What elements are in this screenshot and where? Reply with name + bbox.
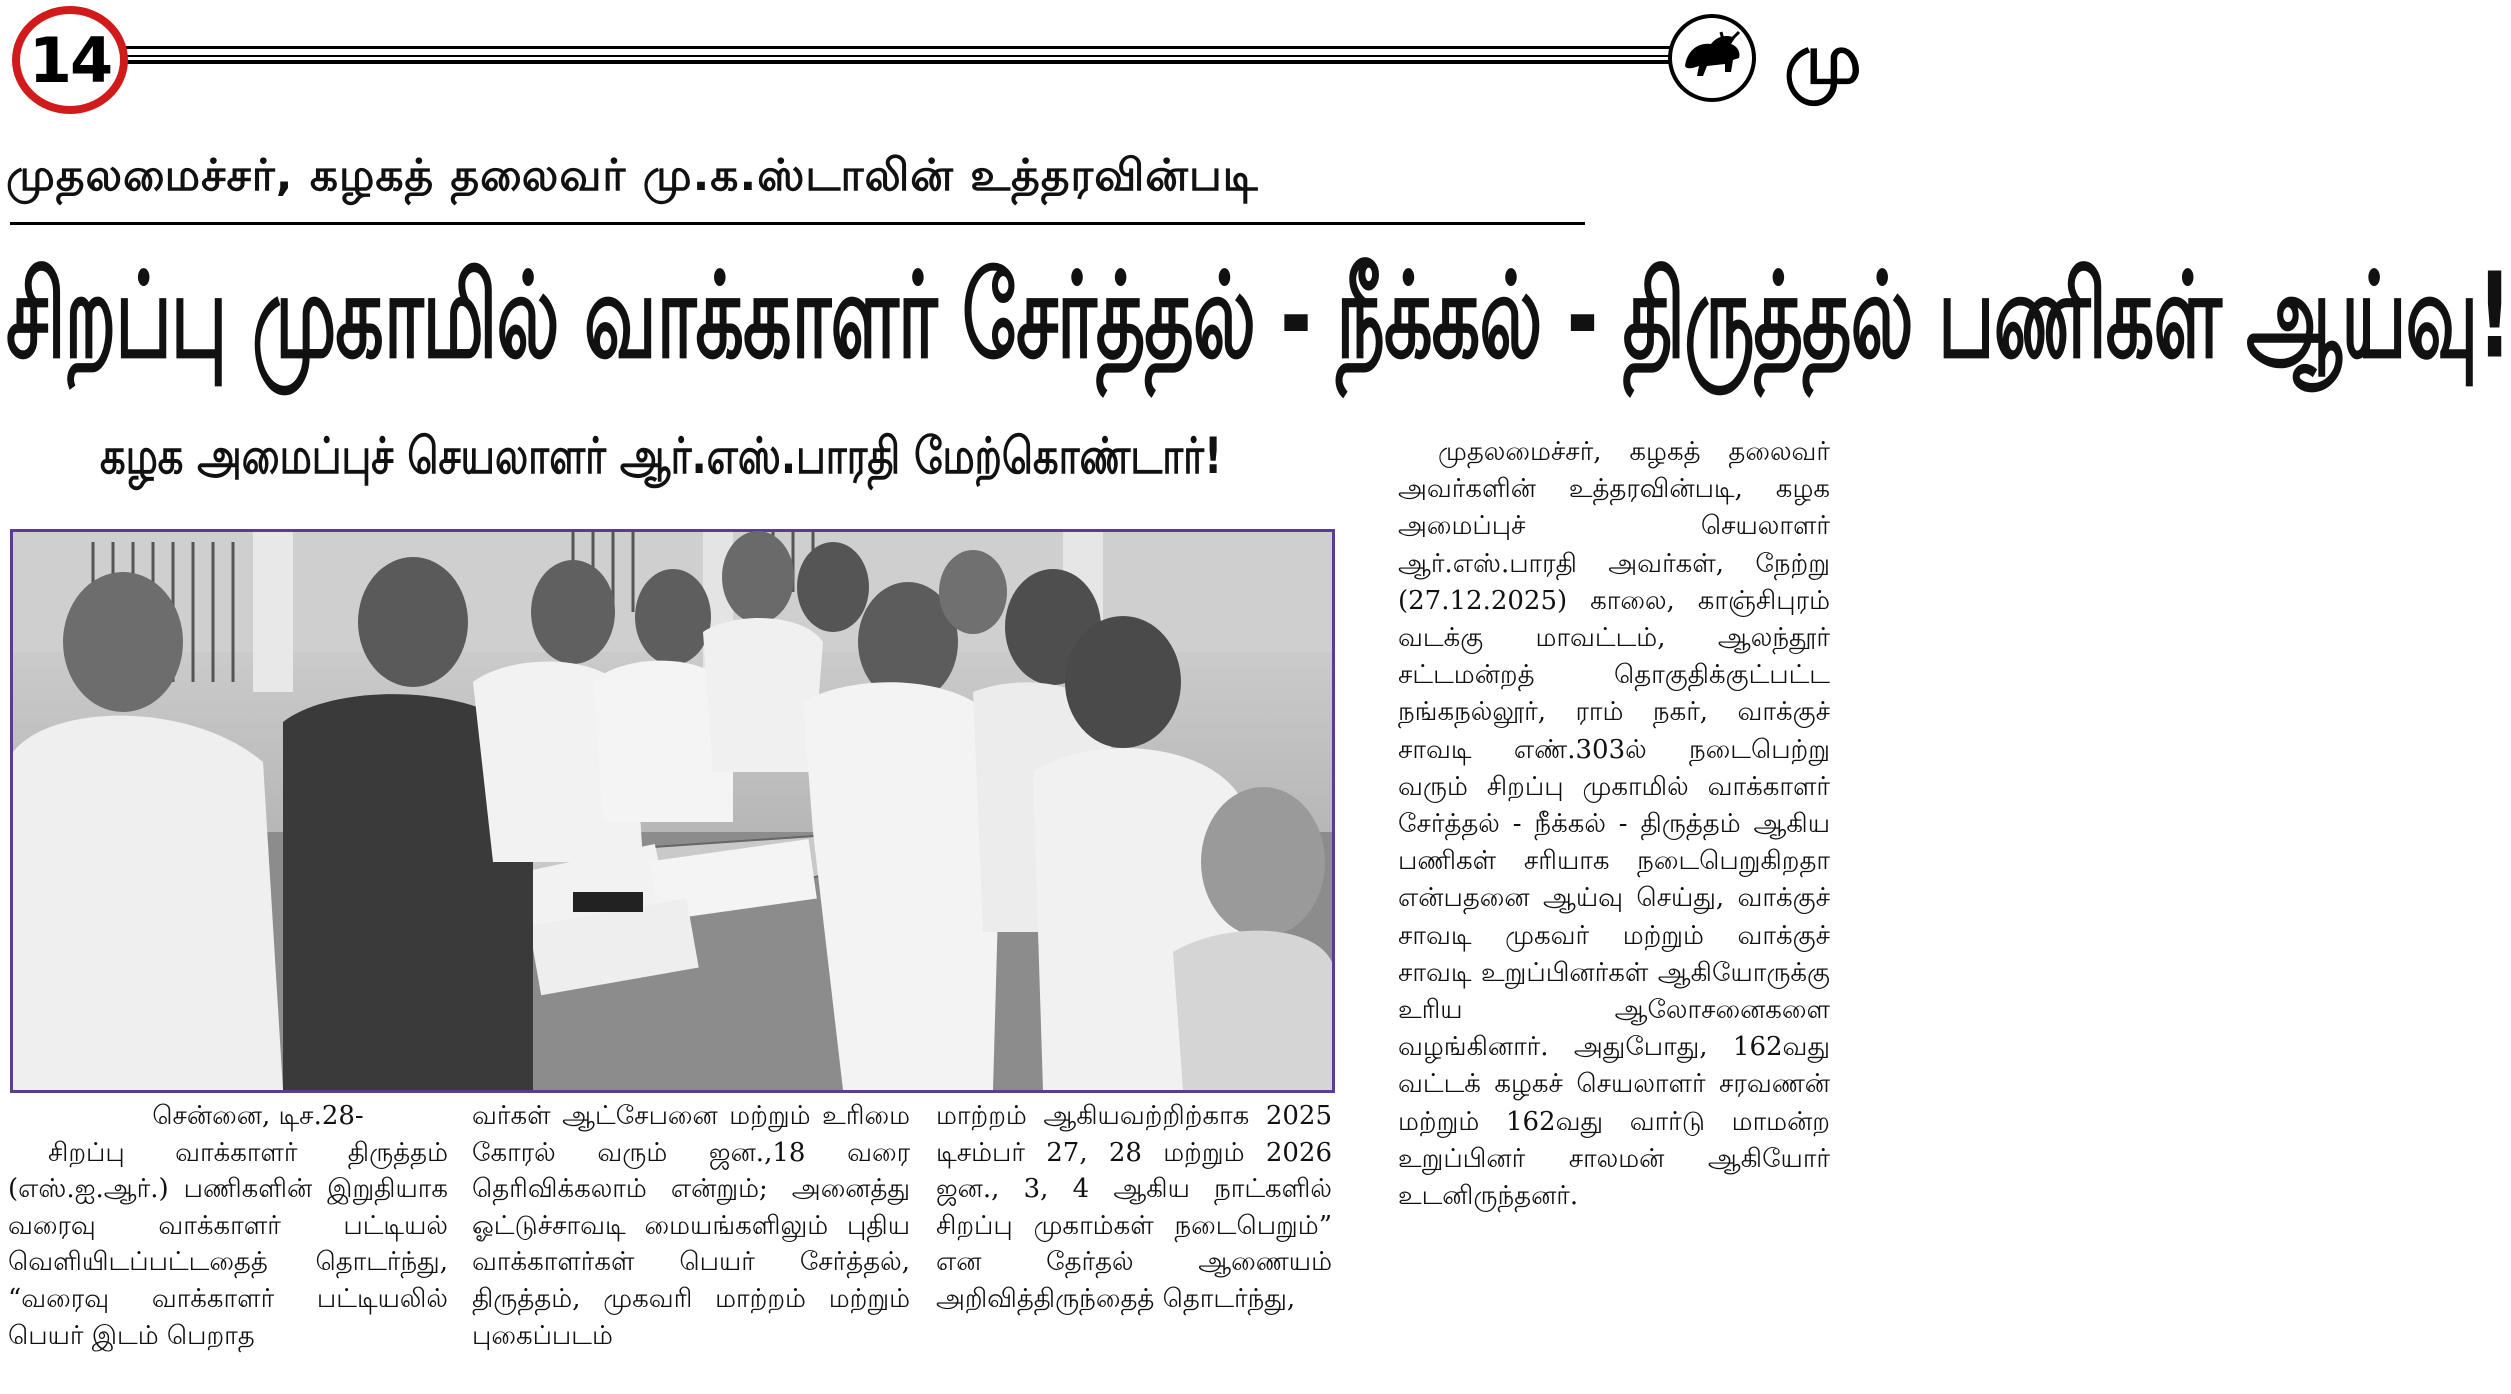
article-text-col3: மாற்றம் ஆகியவற்றிற்காக 2025 டிசம்பர் 27, 28 மற்றும் 2026 ஜன., 3, 4 ஆகிய நாட்களில் சிறப்பு முகாம்கள் நடைபெறும்” என தேர்தல் ஆணையம் அறிவித்திருந்தைத் தொடர்ந்து, xyxy=(936,1101,1332,1314)
article-text-col2: வர்கள் ஆட்சேபனை மற்றும் உரிமை கோரல் வரும் ஜன.,18 வரை தெரிவிக்கலாம் என்றும்; அனைத்து ஓட்டுச்சாவடி மையங்களிலும் புதிய வாக்காளர்கள் பெயர் சேர்த்தல், திருத்தம், முகவரி மாற்றம் மற்றும் புகைப்படம் xyxy=(472,1101,910,1351)
masthead-rule xyxy=(110,46,1670,57)
article-text-col4: முதலமைச்சர், கழகத் தலைவர் அவர்களின் உத்தரவின்படி, கழக அமைப்புச் செயலாளர் ஆர்.எஸ்.பாரதி அவர்கள், நேற்று (27.12.2025) காலை, காஞ்சிபுரம் வடக்கு மாவட்டம், ஆலந்தூர் சட்டமன்றத் தொகுதிக்குட்பட்ட நங்கநல்லூர், ராம் நகர், வாக்குச் சாவடி எண்.303ல் நடைபெற்று வரும் சிறப்பு முகாமில் வாக்காளர் சேர்த்தல் - நீக்கல் - திருத்தம் ஆகிய பணிகள் சரியாக நடைபெறுகிறதா என்பதனை ஆய்வு செய்து, வாக்குச் சாவடி முகவர் மற்றும் வாக்குச் சாவடி உறுப்பினர்கள் ஆகியோருக்கு உரிய ஆலோசனைகளை வழங்கினார். அதுபோது, 162வது வட்டக் கழகச் செயலாளர் சரவணன் மற்றும் 162வது வார்டு மாமன்ற உறுப்பினர் சாலமன் ஆகியோர் உடனிருந்தனர். xyxy=(1398,437,1830,1212)
article-column-4 xyxy=(1398,434,1830,1215)
article-text-col1: சிறப்பு வாக்காளர் திருத்தம் (எஸ்.ஐ.ஆர்.) பணிகளின் இறுதியாக வரைவு வாக்காளர் பட்டியல் வெளியிடப்பட்டதைத் தொடர்ந்து, “வரைவு வாக்காளர் பட்டியலில் பெயர் இடம் பெறாத xyxy=(8,1137,448,1351)
news-photo xyxy=(10,529,1335,1093)
kicker-headline: முதலமைச்சர், கழகத் தலைவர் மு.க.ஸ்டாலின் உத்தரவின்படி xyxy=(6,150,1259,201)
newspaper-name: மு xyxy=(1784,18,1862,100)
page-number-badge xyxy=(12,6,128,114)
masthead-rule-lower xyxy=(110,60,1670,64)
article-column-2 xyxy=(472,1098,910,1354)
kicker-underline xyxy=(10,222,1585,225)
page-number: 14 xyxy=(28,23,112,97)
dateline: சென்னை, டிச.28- xyxy=(152,1101,364,1131)
bull-emblem-icon xyxy=(1668,14,1756,102)
article-column-1 xyxy=(8,1098,448,1354)
article-column-3 xyxy=(936,1098,1332,1318)
main-headline: சிறப்பு முகாமில் வாக்காளர் சேர்த்தல் - நீக்கல் - திருத்தல் பணிகள் ஆய்வு! xyxy=(6,246,2511,385)
sub-headline: கழக அமைப்புச் செயலாளர் ஆர்.எஸ்.பாரதி மேற்கொண்டார்! xyxy=(100,428,1223,486)
